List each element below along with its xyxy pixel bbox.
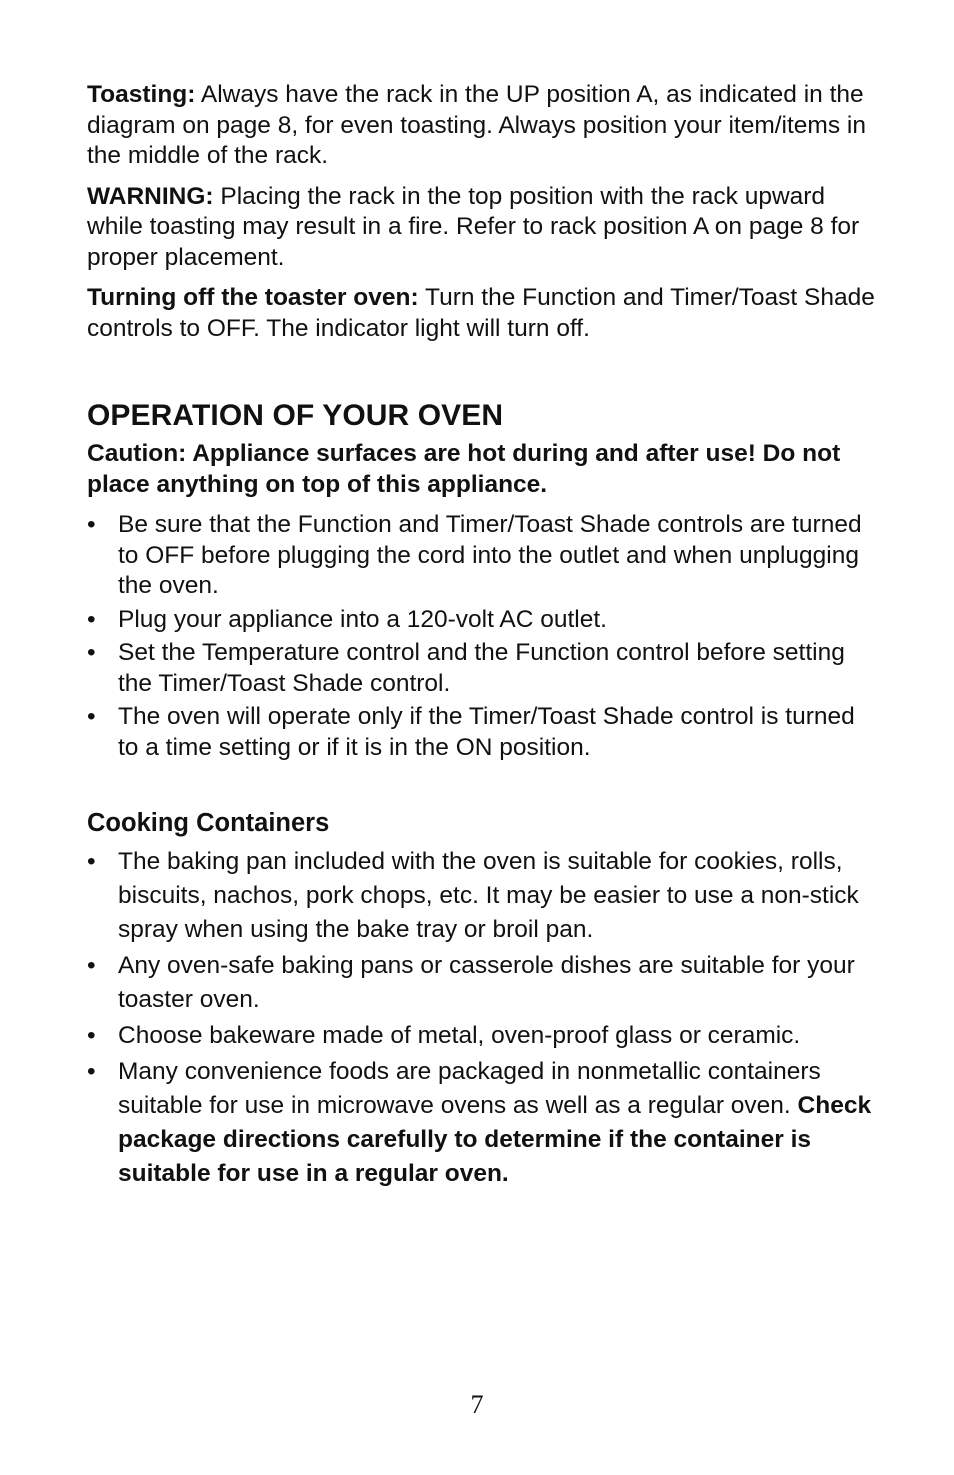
bullet-icon: • xyxy=(87,511,96,538)
list-item: • Choose bakeware made of metal, oven-proof glass or ceramic. xyxy=(87,1019,877,1053)
list-item: • Be sure that the Function and Timer/Toast Shade controls are turned to OFF before plugging the cord into the outlet and when unplugging the oven. xyxy=(87,511,862,599)
list-item: • Any oven-safe baking pans or casserole dishes are suitable for your toaster oven. xyxy=(87,949,877,1017)
toasting-paragraph xyxy=(87,80,877,172)
toasting-text: Always have the rack in the UP position A, as indicated in the diagram on page 8, for even toasting. Always position your item/items in the middle of the rack. xyxy=(87,81,866,169)
bullet-icon: • xyxy=(87,1058,96,1085)
operation-heading: OPERATION OF YOUR OVEN xyxy=(87,399,504,432)
operation-bullet-list xyxy=(87,510,877,763)
bullet-icon: • xyxy=(87,639,96,666)
cooking-containers-heading: Cooking Containers xyxy=(87,809,330,837)
warning-label: WARNING: xyxy=(87,182,214,210)
list-item: • Plug your appliance into a 120-volt AC outlet. xyxy=(87,605,877,636)
check-directions-emphasis: Check package directions carefully to determine if the container is suitable for use in a regular oven. xyxy=(118,1092,872,1187)
bullet-icon: • xyxy=(87,703,96,730)
turning-off-paragraph xyxy=(87,283,877,344)
cooking-containers-bullet-list xyxy=(87,845,877,1191)
bullet-icon: • xyxy=(87,952,96,979)
manual-page xyxy=(87,80,877,1191)
list-item: • The oven will operate only if the Timer/Toast Shade control is turned to a time setting or if it is in the ON position. xyxy=(87,703,855,761)
caution-text: Caution: Appliance surfaces are hot during and after use! Do not place anything on top of this appliance. xyxy=(87,440,841,498)
bullet-icon: • xyxy=(87,848,96,875)
warning-paragraph xyxy=(87,182,877,274)
bullet-icon: • xyxy=(87,605,96,633)
toasting-label: Toasting: xyxy=(87,81,196,108)
bullet-icon: • xyxy=(87,1022,96,1049)
warning-text: Placing the rack in the top position with the rack upward while toasting may result in a fire. Refer to rack position A on page 8 for proper placement. xyxy=(87,182,860,271)
page-number: 7 xyxy=(470,1390,484,1419)
turning-off-label: Turning off the toaster oven: xyxy=(87,284,419,311)
list-item: • Set the Temperature control and the Function control before setting the Timer/Toast Shade control. xyxy=(87,639,845,697)
turning-off-text: Turn the Function and Timer/Toast Shade controls to OFF. The indicator light will turn off. xyxy=(87,284,875,342)
list-item: • Many convenience foods are packaged in nonmetallic containers suitable for use in microwave ovens as well as a regular oven. Check package directions carefully to determine if the container is suitable for use in a regular oven. xyxy=(87,1055,877,1191)
list-item: • The baking pan included with the oven is suitable for cookies, rolls, biscuits, nachos, pork chops, etc. It may be easier to use a non-stick spray when using the bake tray or broil pan. xyxy=(87,845,877,947)
